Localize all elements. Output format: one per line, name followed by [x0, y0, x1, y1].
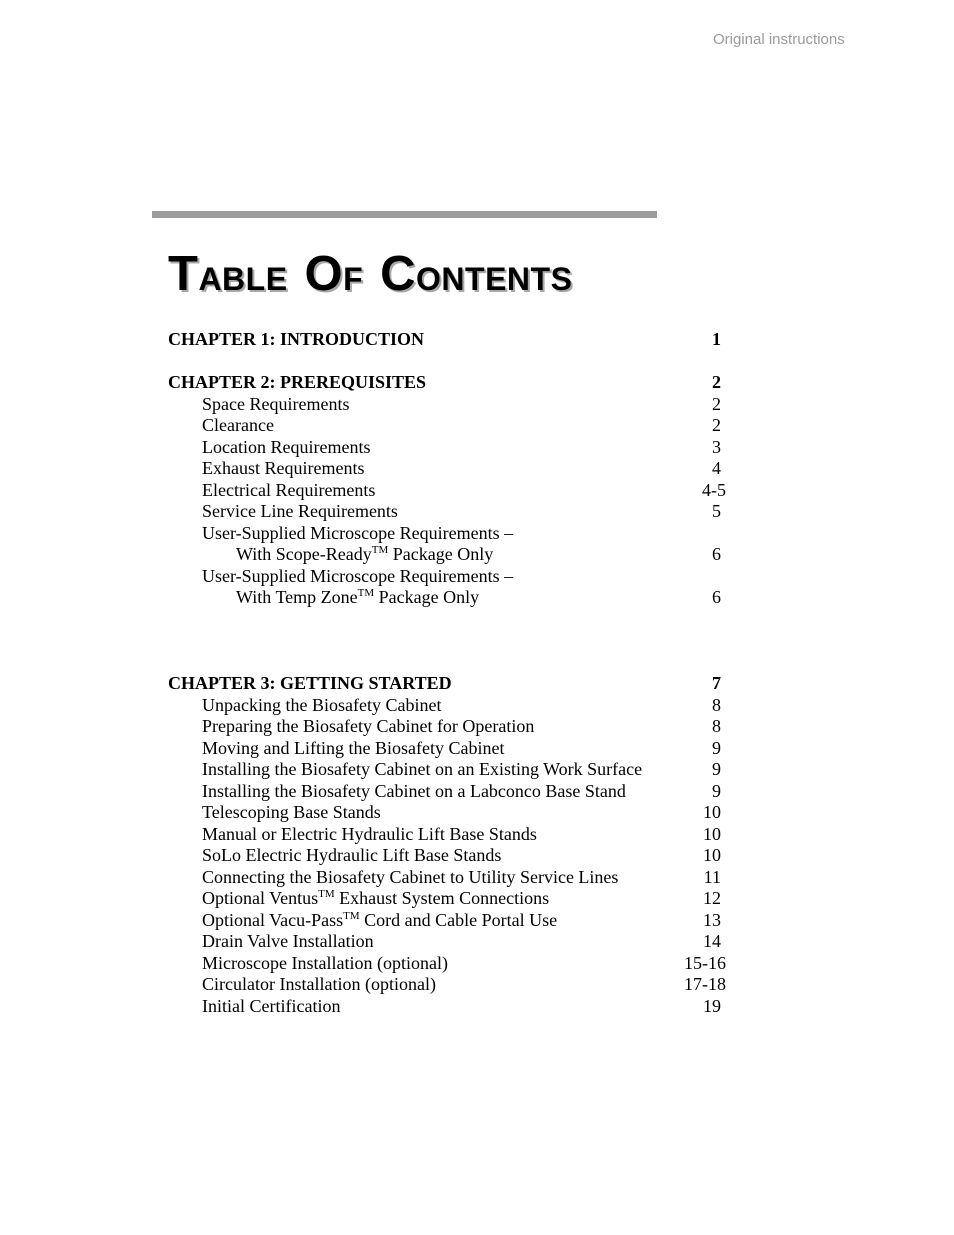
title-rule: [152, 211, 657, 218]
toc-entry: [168, 866, 726, 888]
toc-page-number: 10: [703, 802, 721, 822]
toc-entry-label: Optional Ventus™ Exhaust System Connections: [202, 888, 550, 908]
toc-page-number: 2: [712, 415, 721, 435]
toc-entry: [168, 887, 726, 909]
trademark-mark: TM: [371, 544, 389, 556]
toc-entry: [168, 844, 726, 866]
toc-entry: [168, 414, 726, 436]
toc-page-number: 13: [703, 910, 721, 930]
toc-entry: [168, 457, 726, 479]
toc-entry-label: SoLo Electric Hydraulic Lift Base Stands: [202, 845, 502, 865]
toc-page-number: 10: [703, 845, 721, 865]
title-word: CONTENTS: [380, 247, 573, 301]
toc-page-number: 2: [712, 372, 721, 392]
toc-entry-label: Circulator Installation (optional): [202, 974, 436, 994]
title-word: TABLE: [168, 247, 288, 301]
toc-entry-label: With Temp Zone™ Package Only: [236, 587, 480, 607]
toc-page-number: 15-16: [684, 953, 726, 973]
header-note: Original instructions: [713, 31, 845, 48]
toc-entry: [168, 522, 726, 544]
toc-entry: [168, 737, 726, 759]
toc-page-number: 8: [712, 695, 721, 715]
toc-entry-label: Exhaust Requirements: [202, 458, 365, 478]
toc-entry-label: CHAPTER 3: GETTING STARTED: [168, 673, 452, 693]
toc-entry-label: With Scope-Ready™ Package Only: [236, 544, 494, 564]
toc-entry: [168, 393, 726, 415]
toc-entry: [168, 586, 726, 608]
toc-entry-label: User-Supplied Microscope Requirements –: [202, 523, 514, 543]
toc-page-number: 12: [703, 888, 721, 908]
toc-entry-label: Electrical Requirements: [202, 480, 376, 500]
toc-entry-label: Microscope Installation (optional): [202, 953, 448, 973]
toc-page-number: 4-5: [702, 480, 726, 500]
toc-chapter-entry: [168, 672, 726, 694]
toc-entry: [168, 909, 726, 931]
toc-entry-label: Installing the Biosafety Cabinet on a Labconco Base Stand: [202, 781, 626, 801]
toc-page-number: 9: [712, 781, 721, 801]
toc-entry-label: Drain Valve Installation: [202, 931, 374, 951]
toc-entry-label: Preparing the Biosafety Cabinet for Operation: [202, 716, 535, 736]
toc-page-number: 1: [712, 329, 721, 349]
toc-page-number: 14: [703, 931, 721, 951]
toc-page-number: 6: [712, 587, 721, 607]
toc-entry-label: CHAPTER 1: INTRODUCTION: [168, 329, 425, 349]
toc-page-number: 17-18: [684, 974, 726, 994]
toc-entry-label: Manual or Electric Hydraulic Lift Base Stands: [202, 824, 537, 844]
toc-entry-label: Unpacking the Biosafety Cabinet: [202, 695, 442, 715]
page-title: [168, 246, 572, 302]
toc-entry-label: Space Requirements: [202, 394, 350, 414]
toc-entry-label: Clearance: [202, 415, 274, 435]
toc-entry-label: Location Requirements: [202, 437, 371, 457]
toc-entry-label: CHAPTER 2: PREREQUISITES: [168, 372, 427, 392]
toc-entry: [168, 758, 726, 780]
toc-entry: [168, 715, 726, 737]
toc-chapter-entry: [168, 328, 726, 350]
toc-entry: [168, 952, 726, 974]
toc-chapter-entry: [168, 371, 726, 393]
trademark-mark: TM: [318, 888, 335, 900]
toc-entry-label: Telescoping Base Stands: [202, 802, 381, 822]
trademark-mark: TM: [343, 910, 360, 922]
toc-entry: [168, 565, 726, 587]
toc-entry: [168, 973, 726, 995]
toc-entry-label: Service Line Requirements: [202, 501, 398, 521]
toc-page-number: 9: [712, 738, 721, 758]
toc-page-number: 8: [712, 716, 721, 736]
toc-entry-label: Optional Vacu-Pass™ Cord and Cable Portal Use: [202, 910, 558, 930]
toc-entry: [168, 930, 726, 952]
toc-entry: [168, 500, 726, 522]
toc-page-number: 7: [712, 673, 721, 693]
toc-page-number: 3: [712, 437, 721, 457]
toc-page-number: 19: [703, 996, 721, 1016]
title-word: OF: [304, 247, 364, 301]
toc-entry-label: Installing the Biosafety Cabinet on an Existing Work Surface: [202, 759, 643, 779]
toc-entry: [168, 694, 726, 716]
toc-entry: [168, 823, 726, 845]
toc-page-number: 6: [712, 544, 721, 564]
toc-entry: [168, 479, 726, 501]
toc-entry: [168, 543, 726, 565]
toc-entry-label: Moving and Lifting the Biosafety Cabinet: [202, 738, 505, 758]
toc-page-number: 10: [703, 824, 721, 844]
toc-entry-label: Connecting the Biosafety Cabinet to Utility Service Lines: [202, 867, 619, 887]
toc-entry: [168, 801, 726, 823]
toc-page-number: 9: [712, 759, 721, 779]
toc-entry-label: Initial Certification: [202, 996, 341, 1016]
toc-page-number: 11: [703, 867, 721, 887]
toc-page-number: 4: [712, 458, 721, 478]
toc-entry: [168, 995, 726, 1017]
toc-entry: [168, 436, 726, 458]
toc-page-number: 5: [712, 501, 721, 521]
toc-entry: [168, 780, 726, 802]
toc-entry-label: User-Supplied Microscope Requirements –: [202, 566, 514, 586]
trademark-mark: TM: [357, 587, 375, 599]
toc-page-number: 2: [712, 394, 721, 414]
